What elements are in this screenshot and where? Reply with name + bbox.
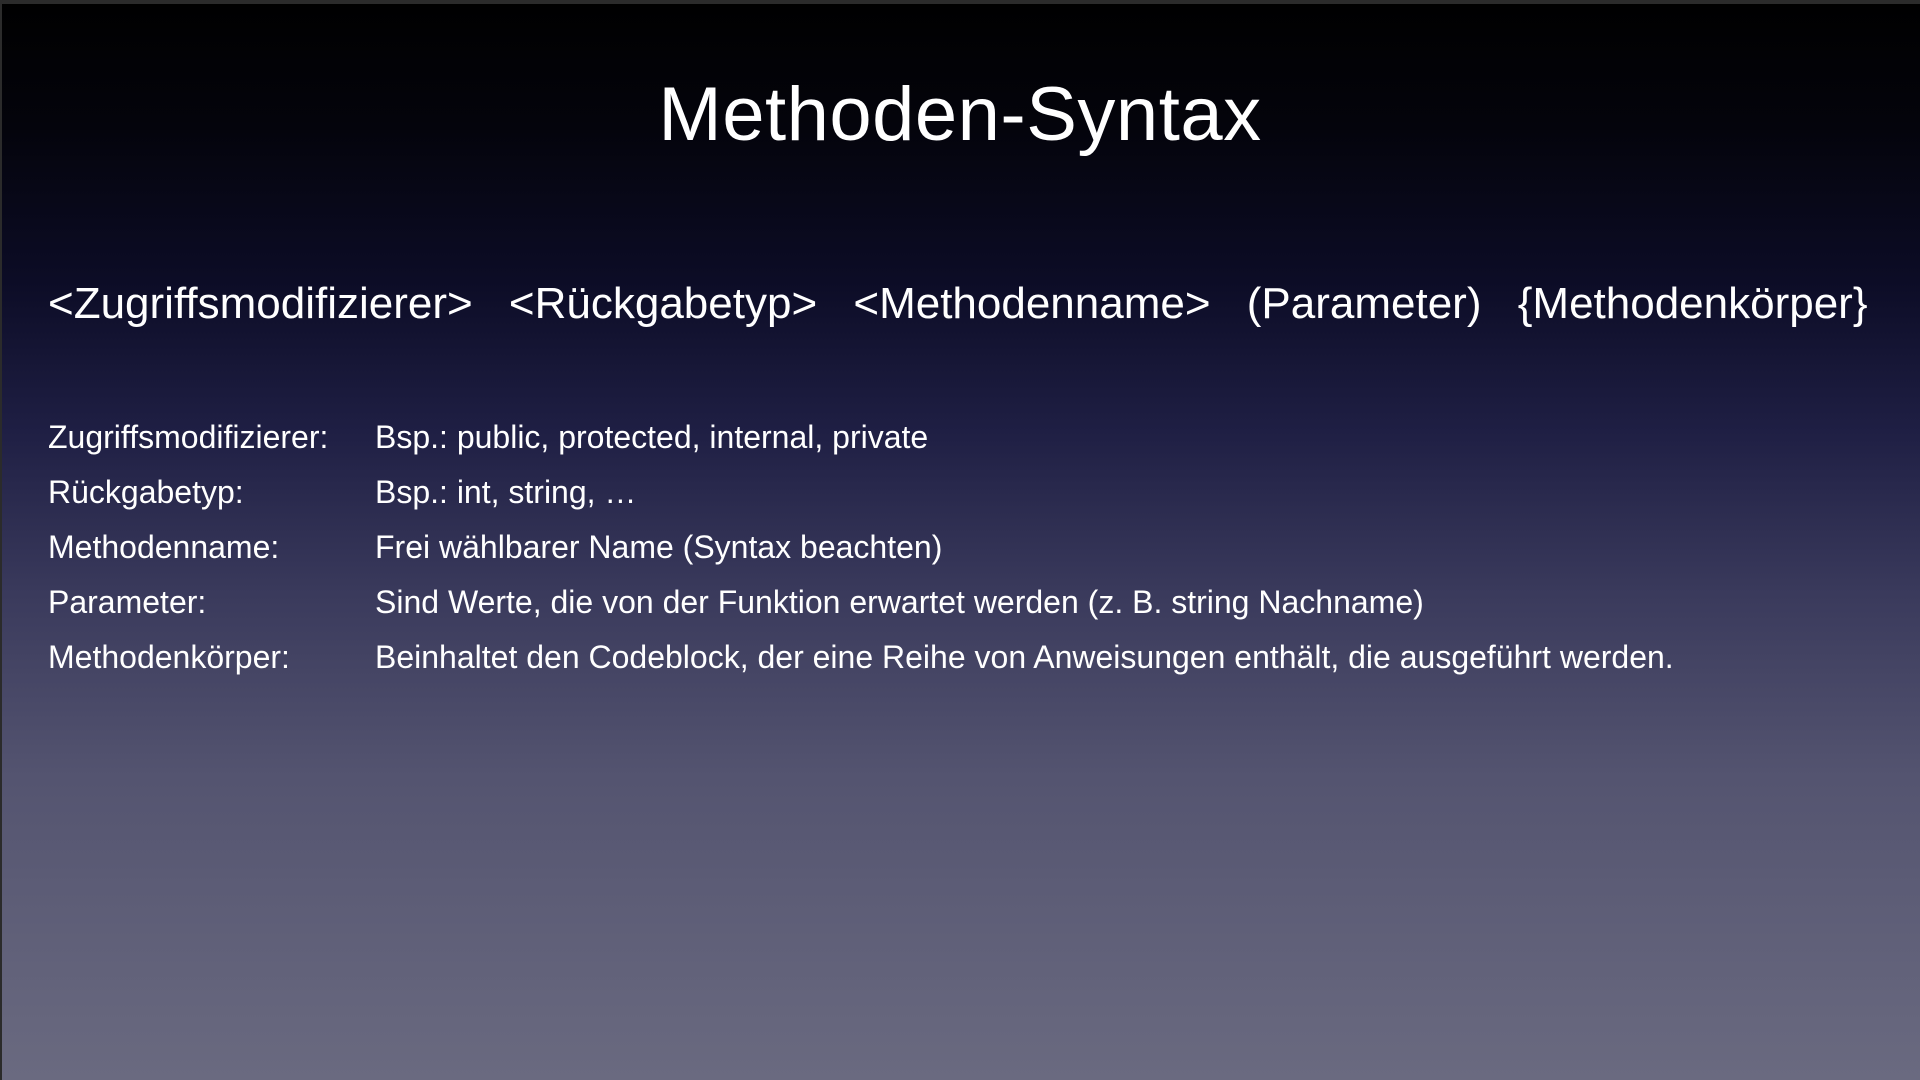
syntax-access-modifier: <Zugriffsmodifizierer> — [48, 279, 473, 328]
definition-row-method-name — [48, 520, 1674, 575]
definition-row-return-type — [48, 465, 1674, 520]
definition-term: Parameter: — [48, 584, 207, 620]
slide-title: Methoden-Syntax — [658, 72, 1262, 157]
definition-description: Bsp.: public, protected, internal, private — [375, 419, 929, 455]
definition-row-method-body — [48, 630, 1674, 685]
definition-term: Methodenkörper: — [48, 639, 290, 675]
definition-description: Beinhaltet den Codeblock, der eine Reihe von Anweisungen enthält, die ausgeführt werden. — [375, 639, 1674, 675]
definition-list — [48, 410, 1674, 685]
left-border — [0, 0, 2, 1080]
syntax-method-body: {Methodenkörper} — [1517, 279, 1868, 328]
definition-description: Frei wählbarer Name (Syntax beachten) — [375, 529, 943, 565]
definition-description: Bsp.: int, string, … — [375, 474, 637, 510]
definition-row-parameters — [48, 575, 1674, 630]
method-syntax-line — [48, 276, 1868, 332]
definition-description: Sind Werte, die von der Funktion erwartet werden (z. B. string Nachname) — [375, 584, 1424, 620]
definition-term: Zugriffsmodifizierer: — [48, 419, 329, 455]
definition-row-access-modifier — [48, 410, 1674, 465]
definition-term: Rückgabetyp: — [48, 474, 244, 510]
syntax-method-name: <Methodenname> — [853, 279, 1211, 328]
syntax-return-type: <Rückgabetyp> — [508, 279, 818, 328]
top-border — [0, 0, 1920, 4]
definition-term: Methodenname: — [48, 529, 280, 565]
syntax-parameters: (Parameter) — [1246, 279, 1482, 328]
